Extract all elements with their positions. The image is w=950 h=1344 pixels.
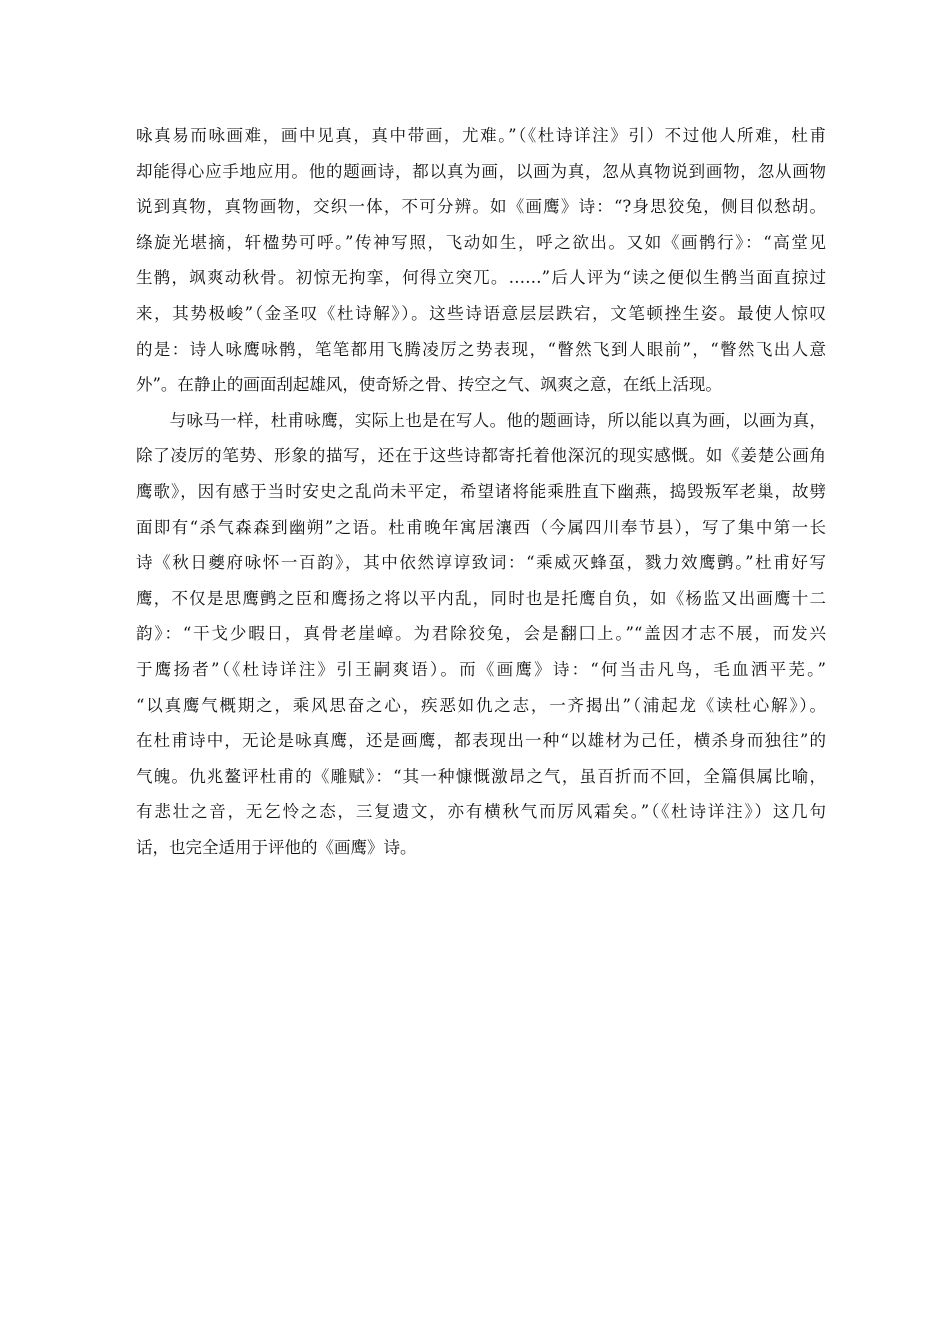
text-line: 绦旋光堪摘，轩楹势可呼。”传神写照，飞动如生，呼之欲出。又如《画鹘行》：“高堂见 (136, 232, 826, 252)
text-line: 来，其势极峻”（金圣叹《杜诗解》）。这些诗语意层层跌宕，文笔顿挫生姿。最使人惊叹 (136, 303, 826, 323)
text-line: 与咏马一样，杜甫咏鹰，实际上也是在写人。他的题画诗，所以能以真为画，以画为真， (136, 410, 826, 430)
text-line: 咏真易而咏画难，画中见真，真中带画，尤难。”（《杜诗详注》引）不过他人所难，杜甫 (136, 126, 826, 145)
text-line: 话，也完全适用于评他的《画鹰》诗。 (136, 837, 417, 857)
text-line: 诗《秋日夔府咏怀一百韵》，其中依然谆谆致词：“乘威灭蜂虿，戮力效鹰鹯。”杜甫好写 (136, 553, 826, 573)
text-line: 鹰歌》，因有感于当时安史之乱尚未平定，希望诸将能乘胜直下幽燕，捣毁叛军老巢，故劈 (136, 481, 826, 501)
text-line: 生鹘，飒爽动秋骨。初惊无拘挛，何得立突兀。……”后人评为“读之便似生鹘当面直掠过 (136, 268, 826, 288)
text-line: 韵》：“干戈少暇日，真骨老崖嶂。为君除狡兔，会是翻囗上。”“盖因才志不展，而发兴 (136, 624, 826, 644)
text-line: 外”。在静止的画面刮起雄风，使奇矫之骨、抟空之气、飒爽之意，在纸上活现。 (136, 375, 722, 395)
text-line: 说到真物，真物画物，交织一体，不可分辨。如《画鹰》诗：“?身思狡兔，侧目似愁胡。 (136, 197, 826, 217)
text-line: 于鹰扬者”（《杜诗详注》引王嗣爽语）。而《画鹰》诗：“何当击凡鸟，毛血洒平芜。” (136, 659, 826, 679)
text-line: 的是：诗人咏鹰咏鹘，笔笔都用飞腾凌厉之势表现，“瞥然飞到人眼前”，“瞥然飞出人意 (136, 339, 826, 359)
body-text (136, 118, 826, 865)
paragraph-1 (136, 118, 826, 403)
text-line: 面即有“杀气森森到幽朔”之语。杜甫晚年寓居瀼西（今属四川奉节县），写了集中第一长 (136, 517, 826, 537)
text-line: “以真鹰气概期之，乘风思奋之心，疾恶如仇之志，一齐揭出”（浦起龙《读杜心解》）。 (136, 695, 826, 715)
paragraph-2 (136, 403, 826, 866)
text-line: 鹰，不仅是思鹰鹯之臣和鹰扬之将以平内乱，同时也是托鹰自负，如《杨监又出画鹰十二 (136, 588, 826, 608)
text-line: 有悲壮之音，无乞怜之态，三复遗文，亦有横秋气而厉风霜矣。”（《杜诗详注》）这几句 (136, 802, 826, 822)
text-line: 却能得心应手地应用。他的题画诗，都以真为画，以画为真，忽从真物说到画物，忽从画物 (136, 161, 826, 181)
text-line: 除了凌厉的笔势、形象的描写，还在于这些诗都寄托着他深沉的现实感慨。如《姜楚公画角 (136, 446, 826, 466)
text-line: 气魄。仇兆鳌评杜甫的《雕赋》：“其一种慷慨激昂之气，虽百折而不回，全篇俱属比喻， (136, 766, 826, 786)
text-line: 在杜甫诗中，无论是咏真鹰，还是画鹰，都表现出一种“以雄材为己任，横杀身而独往”的 (136, 731, 826, 751)
